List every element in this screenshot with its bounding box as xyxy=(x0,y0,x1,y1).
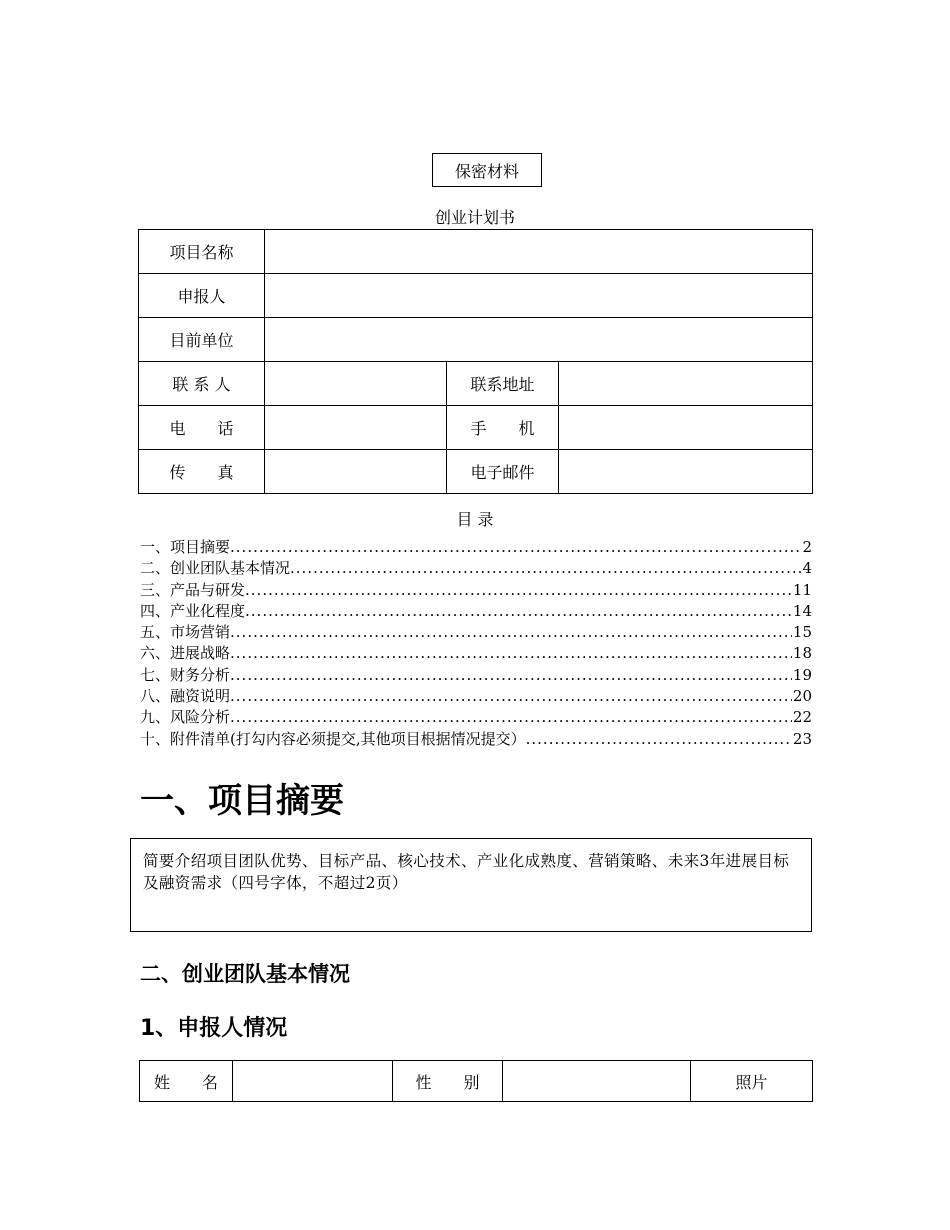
toc-leader xyxy=(245,601,792,622)
table-of-contents xyxy=(140,537,812,750)
toc-item-label: 八、融资说明 xyxy=(140,687,231,706)
fax-label: 传 真 xyxy=(139,450,265,494)
phone-label: 电 话 xyxy=(139,406,265,450)
project-summary-instructions: 简要介绍项目团队优势、目标产品、核心技术、产业化成熟度、营销策略、未来3年进展目标及融资需求（四号字体，不超过2页） xyxy=(143,852,790,892)
table-row xyxy=(140,1061,813,1102)
toc-item-page: 18 xyxy=(792,644,812,663)
applicant-label: 申报人 xyxy=(139,274,265,318)
email-field[interactable] xyxy=(559,450,813,494)
toc-item[interactable] xyxy=(140,686,812,707)
toc-item[interactable] xyxy=(140,558,812,579)
toc-item-label: 七、财务分析 xyxy=(140,665,231,684)
toc-leader xyxy=(245,580,792,601)
toc-item-label: 九、风险分析 xyxy=(140,708,231,727)
table-row xyxy=(139,318,813,362)
gender-field[interactable] xyxy=(503,1061,691,1102)
toc-item-page: 20 xyxy=(792,687,812,706)
section-heading-team: 二、创业团队基本情况 xyxy=(140,962,350,986)
toc-title: 目 录 xyxy=(456,510,494,529)
toc-leader xyxy=(290,558,801,579)
fax-field[interactable] xyxy=(265,450,447,494)
toc-item-label: 一、项目摘要 xyxy=(140,538,231,556)
current-unit-field[interactable] xyxy=(265,318,813,362)
section-heading-project-summary: 一、项目摘要 xyxy=(140,781,344,821)
toc-item-label: 十、附件清单(打勾内容必须提交,其他项目根据情况提交） xyxy=(140,729,526,748)
table-row xyxy=(139,362,813,406)
toc-item[interactable] xyxy=(140,622,812,643)
phone-field[interactable] xyxy=(265,406,447,450)
confidential-label: 保密材料 xyxy=(454,161,519,181)
photo-cell[interactable]: 照片 xyxy=(691,1061,813,1102)
contact-person-label: 联 系 人 xyxy=(139,362,265,406)
contact-address-field[interactable] xyxy=(559,362,813,406)
toc-item-page: 22 xyxy=(792,708,812,727)
toc-item[interactable] xyxy=(140,707,812,728)
contact-person-field[interactable] xyxy=(265,362,447,406)
current-unit-label: 目前单位 xyxy=(139,318,265,362)
table-row xyxy=(139,406,813,450)
toc-item[interactable] xyxy=(140,643,812,664)
toc-item-label: 三、产品与研发 xyxy=(140,580,246,599)
toc-item-label: 五、市场营销 xyxy=(140,623,231,642)
toc-item-page: 19 xyxy=(792,665,812,684)
toc-leader xyxy=(526,729,792,750)
toc-leader xyxy=(230,665,792,686)
contact-address-label: 联系地址 xyxy=(447,362,559,406)
toc-item[interactable] xyxy=(140,729,812,750)
toc-item[interactable] xyxy=(140,537,812,558)
toc-item-page: 2 xyxy=(802,538,812,556)
toc-leader xyxy=(230,537,801,558)
gender-label: 性 别 xyxy=(393,1061,503,1102)
project-name-field[interactable] xyxy=(265,230,813,274)
name-label: 姓 名 xyxy=(140,1061,233,1102)
toc-leader xyxy=(230,686,792,707)
toc-item-page: 23 xyxy=(792,729,812,748)
project-summary-box[interactable] xyxy=(130,838,812,932)
mobile-label: 手 机 xyxy=(447,406,559,450)
toc-item-page: 15 xyxy=(792,623,812,642)
email-label: 电子邮件 xyxy=(447,450,559,494)
table-row xyxy=(139,230,813,274)
applicant-info-table xyxy=(139,1060,813,1102)
toc-leader xyxy=(230,707,792,728)
toc-item[interactable] xyxy=(140,665,812,686)
table-row xyxy=(139,450,813,494)
toc-leader xyxy=(230,643,792,664)
table-row xyxy=(139,274,813,318)
toc-item[interactable] xyxy=(140,580,812,601)
confidential-stamp xyxy=(432,153,542,187)
name-field[interactable] xyxy=(233,1061,393,1102)
toc-item-label: 六、进展战略 xyxy=(140,644,231,663)
toc-leader xyxy=(230,622,792,643)
subsection-heading-applicant: 1、申报人情况 xyxy=(140,1016,288,1041)
document-title: 创业计划书 xyxy=(434,208,515,227)
project-name-label: 项目名称 xyxy=(139,230,265,274)
applicant-field[interactable] xyxy=(265,274,813,318)
cover-info-table xyxy=(138,229,813,494)
toc-item-page: 4 xyxy=(802,559,812,578)
toc-item-page: 11 xyxy=(792,580,812,599)
toc-item-label: 二、创业团队基本情况 xyxy=(140,559,291,578)
toc-item[interactable] xyxy=(140,601,812,622)
toc-item-page: 14 xyxy=(792,601,812,620)
toc-item-label: 四、产业化程度 xyxy=(140,601,246,620)
mobile-field[interactable] xyxy=(559,406,813,450)
